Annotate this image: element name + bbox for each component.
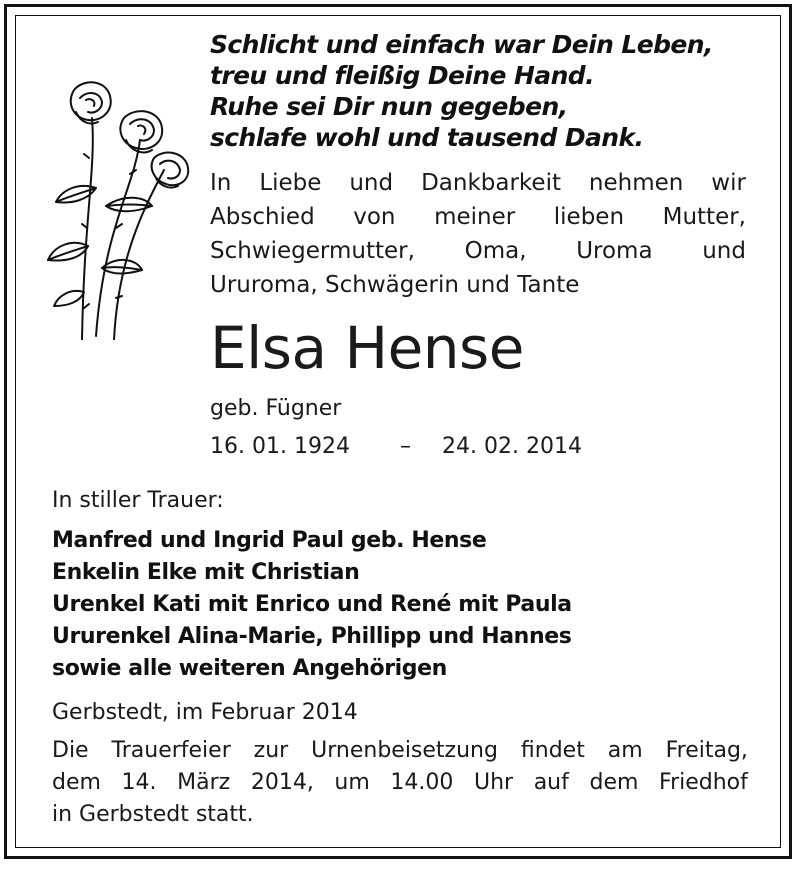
mourner-line: Ururenkel Alina-Marie, Phillipp und Hannes bbox=[52, 624, 572, 649]
word: Friedhof bbox=[659, 770, 748, 795]
word: Uroma bbox=[576, 238, 653, 264]
mourner-line: Enkelin Elke mit Christian bbox=[52, 560, 360, 585]
death-date: 24. 02. 2014 bbox=[442, 434, 582, 459]
notice-line bbox=[52, 738, 748, 763]
word: Die bbox=[52, 738, 89, 763]
word: Uhr bbox=[474, 770, 514, 795]
word: und bbox=[349, 170, 394, 196]
maiden-name: geb. Fügner bbox=[210, 396, 342, 421]
word: dem bbox=[589, 770, 639, 795]
word: am bbox=[607, 738, 643, 763]
mourner-line: sowie alle weiteren Angehörigen bbox=[52, 656, 447, 681]
word: Liebe bbox=[259, 170, 322, 196]
roses-icon bbox=[44, 78, 194, 340]
mourner-line: Manfred und Ingrid Paul geb. Hense bbox=[52, 528, 487, 553]
verse-line: Ruhe sei Dir nun gegeben, bbox=[210, 92, 568, 121]
intro-line bbox=[210, 166, 746, 200]
word: Urnenbeisetzung bbox=[311, 738, 498, 763]
verse-line: Schlicht und einfach war Dein Leben, bbox=[210, 30, 713, 59]
place-date: Gerbstedt, im Februar 2014 bbox=[52, 700, 358, 725]
word: um bbox=[334, 770, 370, 795]
notice-line bbox=[52, 770, 748, 795]
word: Freitag, bbox=[665, 738, 748, 763]
word: zur bbox=[253, 738, 289, 763]
intro-text bbox=[210, 166, 746, 302]
word: nehmen bbox=[588, 170, 684, 196]
verse-line: treu und fleißig Deine Hand. bbox=[210, 61, 594, 90]
word: auf bbox=[533, 770, 569, 795]
word: und bbox=[702, 238, 746, 264]
intro-line bbox=[210, 234, 746, 268]
notice-line-last: in Gerbstedt statt. bbox=[52, 802, 254, 827]
word: lieben bbox=[553, 204, 625, 230]
word: wir bbox=[711, 170, 746, 196]
word: Trauerfeier bbox=[111, 738, 231, 763]
word: Mutter, bbox=[662, 204, 746, 230]
word: Schwiegermutter, bbox=[210, 238, 415, 264]
intro-line-last: Ururoma, Schwägerin und Tante bbox=[210, 272, 580, 298]
word: Dankbarkeit bbox=[421, 170, 561, 196]
verse-line: schlafe wohl und tausend Dank. bbox=[210, 123, 644, 152]
word: von bbox=[353, 204, 396, 230]
word: 2014, bbox=[250, 770, 314, 795]
mourner-line: Urenkel Kati mit Enrico und René mit Paula bbox=[52, 592, 572, 617]
deceased-name: Elsa Hense bbox=[210, 314, 524, 382]
word: Abschied bbox=[210, 204, 315, 230]
word: 14. bbox=[121, 770, 157, 795]
birth-date: 16. 01. 1924 bbox=[210, 434, 350, 459]
intro-line bbox=[210, 200, 746, 234]
date-dash: – bbox=[400, 434, 411, 459]
word: dem bbox=[52, 770, 101, 795]
word: 14.00 bbox=[390, 770, 454, 795]
word: März bbox=[177, 770, 231, 795]
word: Oma, bbox=[464, 238, 527, 264]
word: meiner bbox=[434, 204, 516, 230]
mourners-heading: In stiller Trauer: bbox=[52, 488, 224, 513]
word: In bbox=[210, 170, 232, 196]
word: findet bbox=[520, 738, 585, 763]
